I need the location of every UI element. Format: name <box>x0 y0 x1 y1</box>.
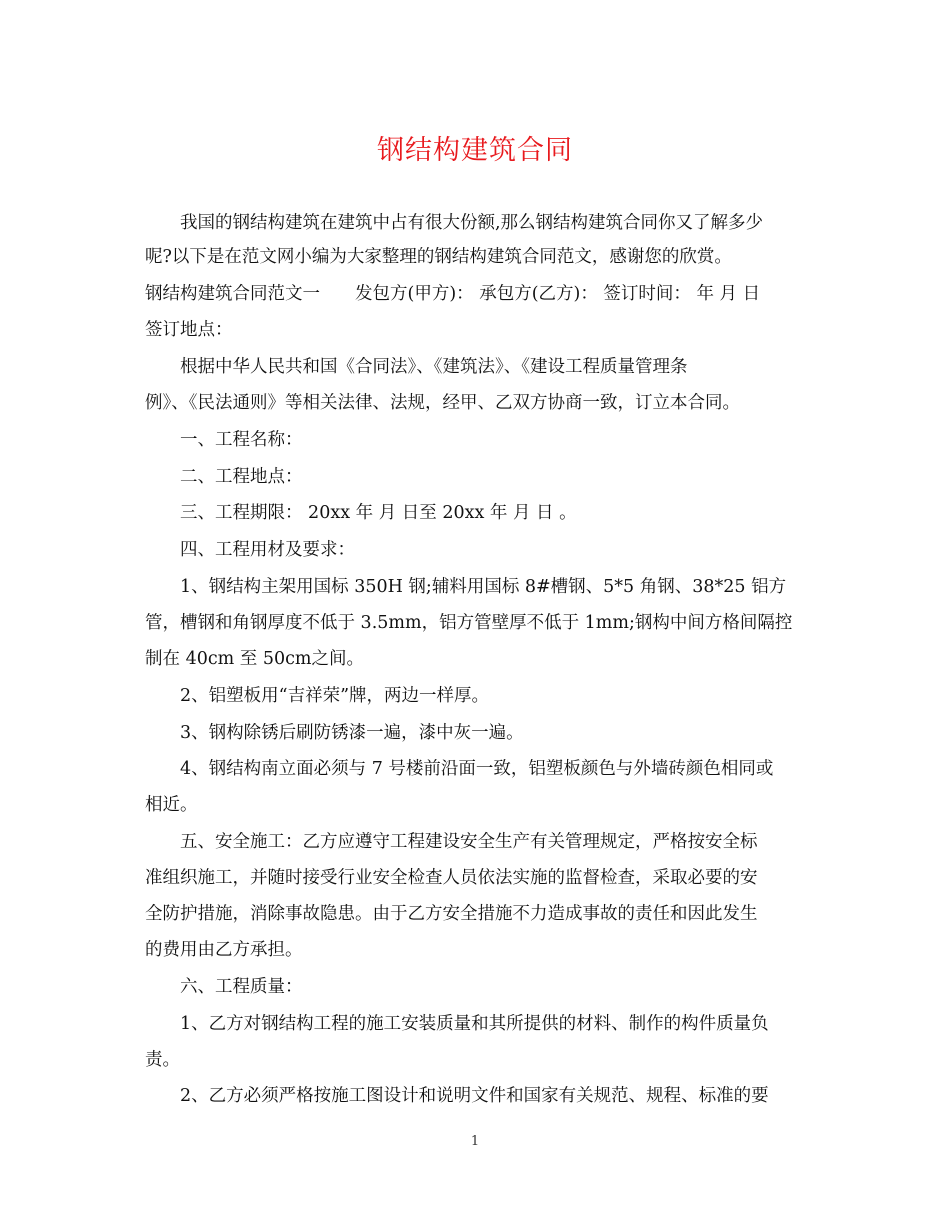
paragraph-line: 签订地点： <box>145 320 233 340</box>
paragraph-line: 3、钢构除锈后刷防锈漆一遍，漆中灰一遍。 <box>180 723 524 743</box>
paragraph-line: 制在 40cm 至 50cm之间。 <box>145 649 365 669</box>
paragraph-line: 2、乙方必须严格按施工图设计和说明文件和国家有关规范、规程、标准的要 <box>180 1086 769 1106</box>
paragraph-line: 1、乙方对钢结构工程的施工安装质量和其所提供的材料、制作的构件质量负 <box>180 1014 769 1034</box>
paragraph-line: 我国的钢结构建筑在建筑中占有很大份额,那么钢结构建筑合同你又了解多少 <box>180 213 764 233</box>
paragraph-line: 例》、《民法通则》等相关法律、法规，经甲、乙双方协商一致，订立本合同。 <box>145 393 740 413</box>
paragraph-line: 管，槽钢和角钢厚度不低于 3.5mm，铝方管壁厚不低于 1mm;钢构中间方格间隔控 <box>145 613 793 633</box>
paragraph-line: 准组织施工，并随时接受行业安全检查人员依法实施的监督检查，采取必要的安 <box>145 868 758 888</box>
paragraph-line: 1、钢结构主架用国标 350H 钢;辅料用国标 8#槽钢、5*5 角钢、38*25 铝方 <box>180 577 787 597</box>
paragraph-line: 根据中华人民共和国《合同法》、《建筑法》、《建设工程质量管理条 <box>180 357 688 377</box>
paragraph-line: 4、钢结构南立面必须与 7 号楼前沿面一致，铝塑板颜色与外墙砖颜色相同或 <box>180 759 774 779</box>
section-heading: 二、工程地点： <box>180 467 303 487</box>
document-title: 钢结构建筑合同 <box>377 135 573 166</box>
paragraph-line: 呢?以下是在范文网小编为大家整理的钢结构建筑合同范文，感谢您的欣赏。 <box>145 247 732 267</box>
paragraph-line: 钢结构建筑合同范文一 发包方(甲方)： 承包方(乙方)： 签订时间： 年 月 日 <box>145 284 761 304</box>
page-number: 1 <box>470 1134 480 1149</box>
paragraph-line: 相近。 <box>145 795 198 815</box>
section-heading: 六、工程质量： <box>180 977 303 997</box>
paragraph-line: 全防护措施，消除事故隐患。由于乙方安全措施不力造成事故的责任和因此发生 <box>145 904 758 924</box>
paragraph-line: 五、安全施工：乙方应遵守工程建设安全生产有关管理规定，严格按安全标 <box>180 832 758 852</box>
paragraph-line: 责。 <box>145 1050 180 1070</box>
section-heading: 三、工程期限： 20xx 年 月 日至 20xx 年 月 日 。 <box>180 503 577 523</box>
paragraph-line: 2、铝塑板用“吉祥荣”牌，两边一样厚。 <box>180 686 490 706</box>
section-heading: 四、工程用材及要求： <box>180 540 355 560</box>
paragraph-line: 的费用由乙方承担。 <box>145 940 303 960</box>
section-heading: 一、工程名称： <box>180 430 303 450</box>
